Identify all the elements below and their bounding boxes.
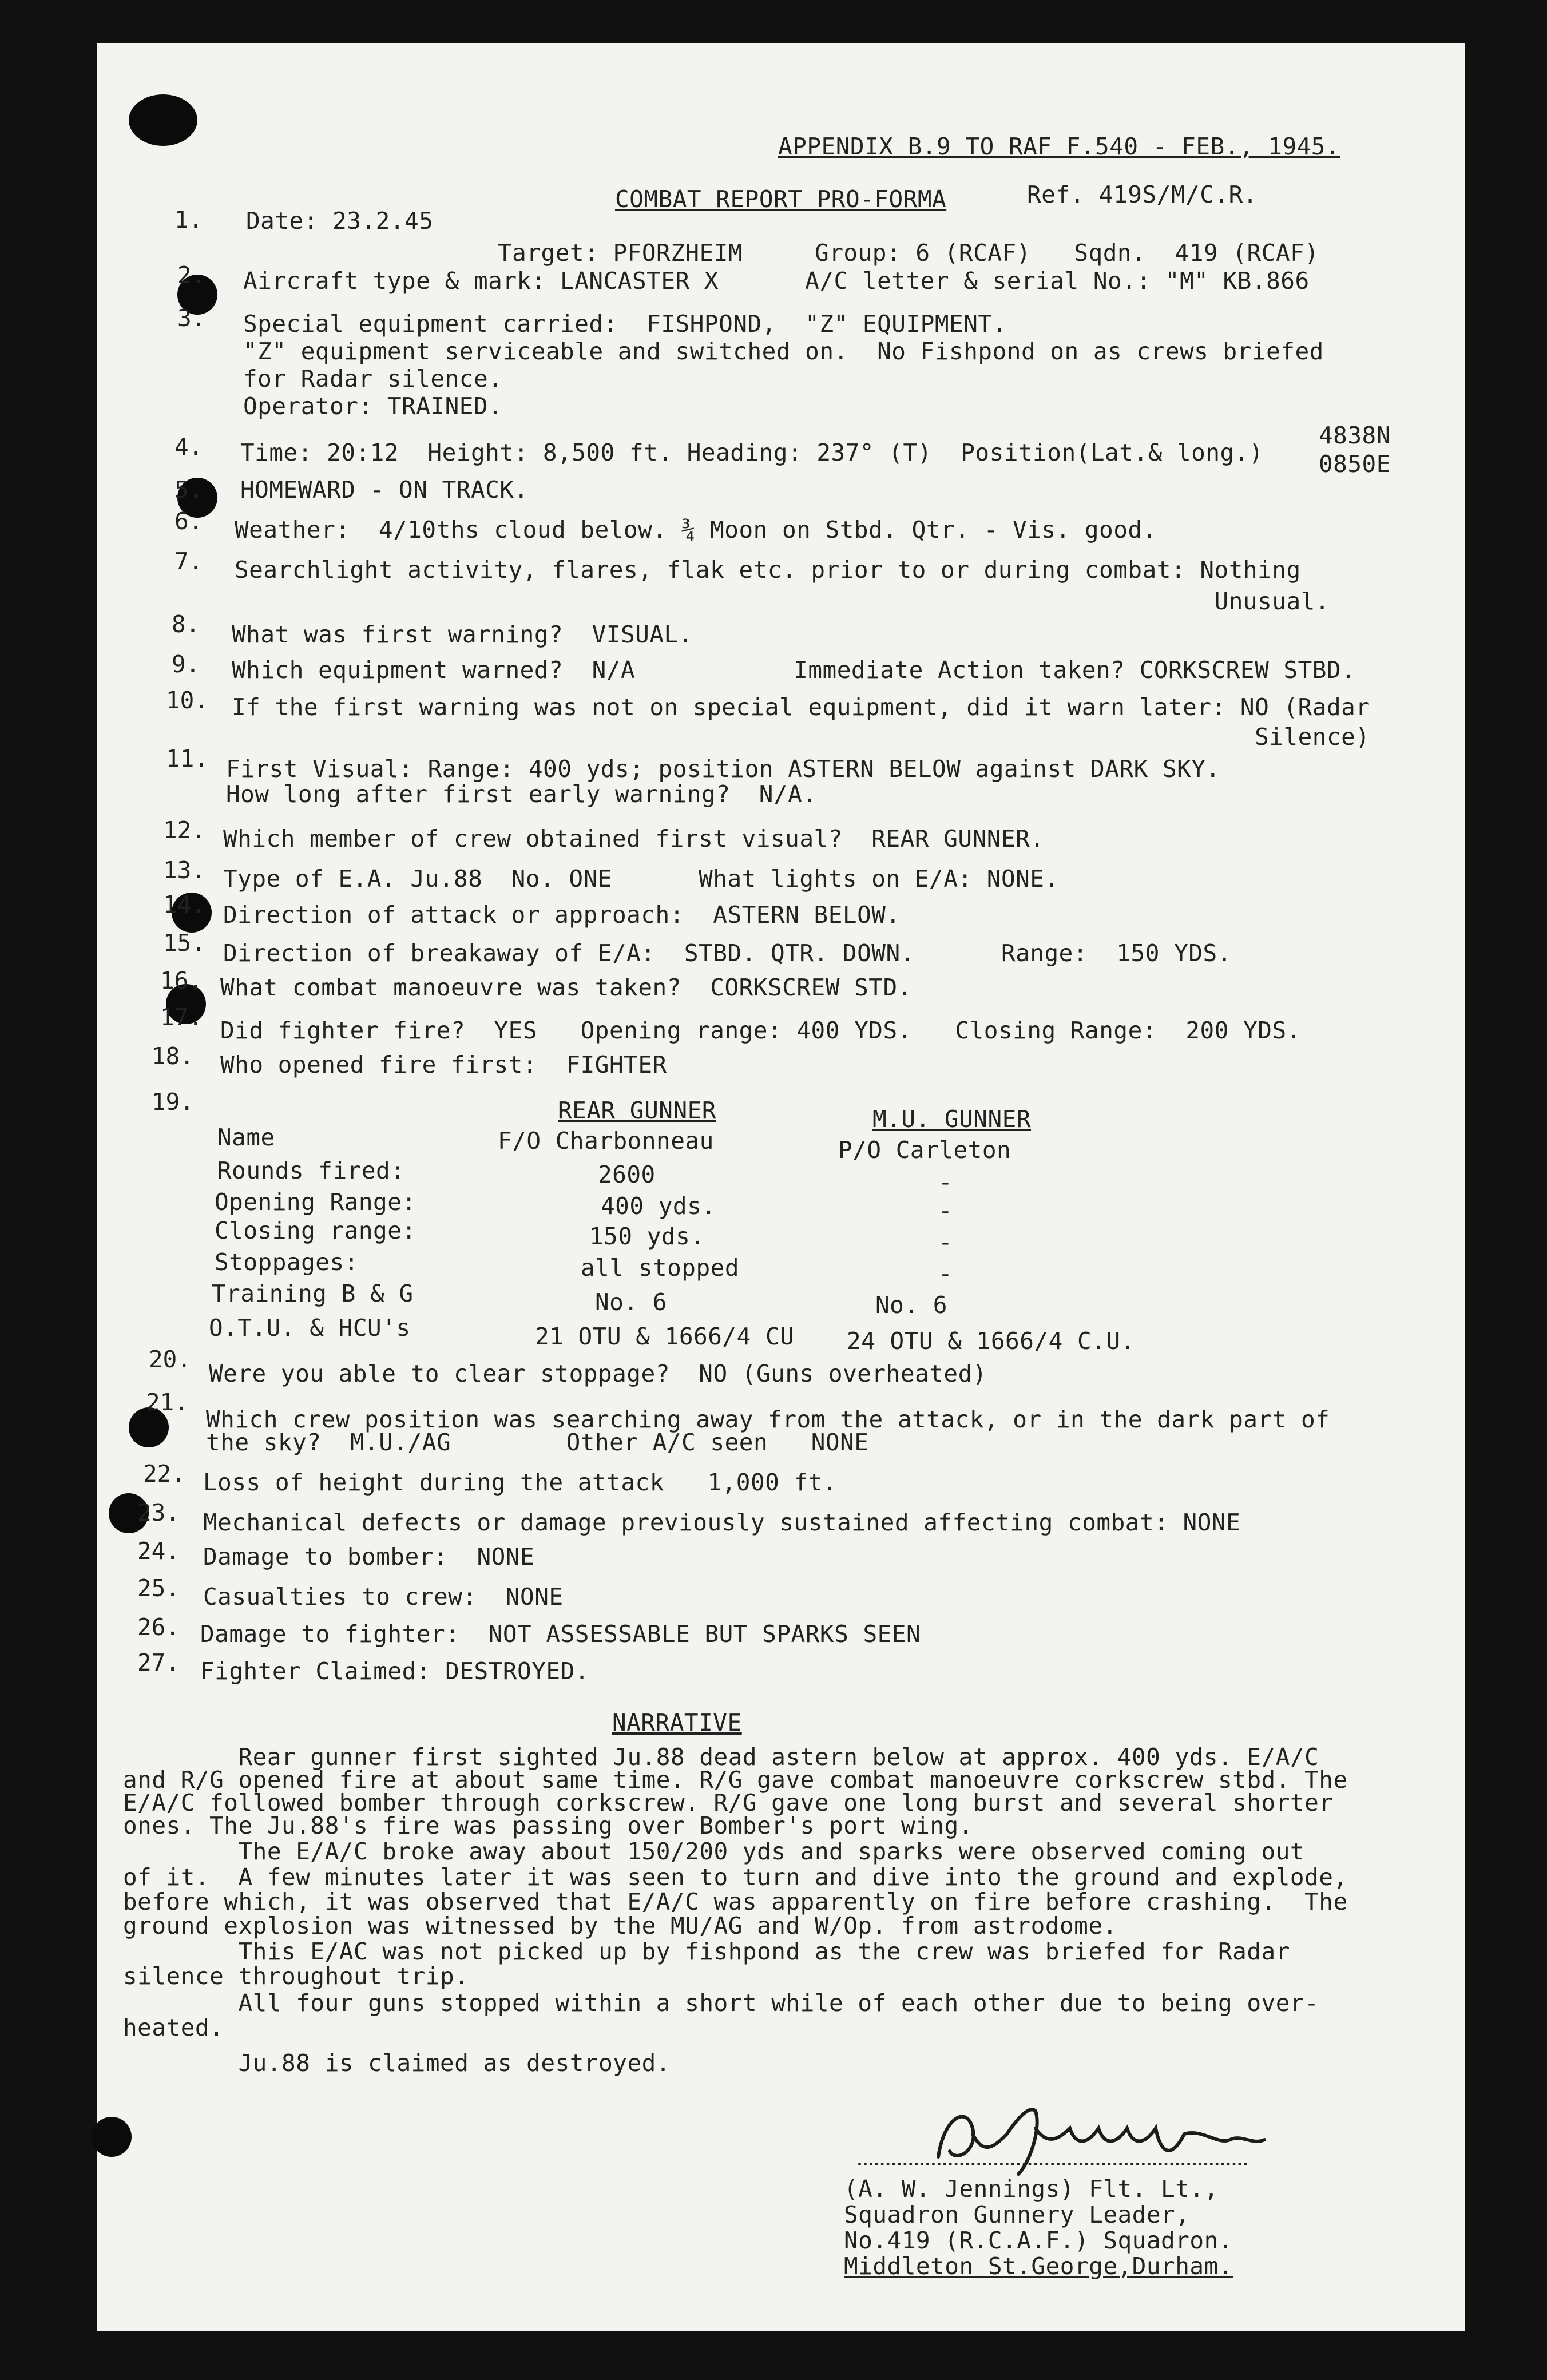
position-lat: 4838N [1319, 422, 1391, 449]
item-number: 23. [137, 1499, 180, 1526]
mu-gunner-header: M.U. GUNNER [872, 1105, 1032, 1133]
item-number: 12. [163, 816, 206, 844]
item-number: 10. [166, 687, 209, 714]
item-number: 16. [160, 967, 203, 994]
punch-hole [92, 2117, 132, 2157]
handwritten-signature [933, 2094, 1287, 2180]
item-text: Loss of height during the attack 1,000 ft. [203, 1469, 838, 1496]
item-text: Were you able to clear stoppage? NO (Guns overheated) [209, 1360, 987, 1387]
narrative-line: This E/AC was not picked up by fishpond as the crew was briefed for Radar [123, 1938, 1290, 1965]
item-text: What was first warning? VISUAL. [232, 621, 693, 648]
item-text: How long after first early warning? N/A. [226, 780, 817, 808]
item-text: the sky? M.U./AG Other A/C seen NONE [206, 1429, 869, 1456]
mu-gunner-value: - [938, 1197, 953, 1224]
narrative-line: E/A/C followed bomber through corkscrew. R/G gave one long burst and several shorter [123, 1789, 1334, 1816]
item-text: Which member of crew obtained first visual? REAR GUNNER. [223, 825, 1045, 852]
narrative-line: The E/A/C broke away about 150/200 yds and sparks were observed coming out [123, 1838, 1305, 1865]
signatory-line: (A. W. Jennings) Flt. Lt., [844, 2175, 1219, 2203]
appendix-reference: APPENDIX B.9 TO RAF F.540 - FEB., 1945. [778, 133, 1340, 160]
item-number: 14. [163, 891, 206, 918]
item-text: First Visual: Range: 400 yds; position ASTERN BELOW against DARK SKY. [226, 755, 1220, 783]
item-number: 26. [137, 1613, 180, 1641]
mu-gunner-value: - [938, 1168, 953, 1196]
item-text: Damage to fighter: NOT ASSESSABLE BUT SPARKS SEEN [200, 1620, 921, 1648]
item-number: 24. [137, 1537, 180, 1565]
signatory-line: No.419 (R.C.A.F.) Squadron. [844, 2227, 1233, 2254]
item-text: Who opened fire first: FIGHTER [220, 1051, 667, 1078]
signature-line [858, 2163, 1247, 2165]
item-text: Direction of attack or approach: ASTERN BELOW. [223, 901, 901, 929]
mu-gunner-value: No. 6 [875, 1291, 947, 1319]
item-text: Fighter Claimed: DESTROYED. [200, 1657, 589, 1685]
punch-hole [129, 94, 197, 146]
rear-gunner-value: F/O Charbonneau [498, 1127, 714, 1155]
item-text: What combat manoeuvre was taken? CORKSCREW STD. [220, 974, 912, 1001]
signatory-line: Squadron Gunnery Leader, [844, 2201, 1190, 2228]
item-text: Aircraft type & mark: LANCASTER X A/C letter & serial No.: "M" KB.866 [243, 267, 1310, 295]
position-long: 0850E [1319, 450, 1391, 478]
item-number: 22. [143, 1460, 186, 1488]
item-text: Unusual. [235, 588, 1330, 615]
item-number: 25. [137, 1574, 180, 1602]
narrative-line: heated. [123, 2014, 224, 2041]
item-number: 5. [174, 476, 203, 503]
item-number: 2. [177, 261, 206, 289]
narrative-heading: NARRATIVE [612, 1709, 742, 1736]
gunner-row-label: Opening Range: [215, 1188, 416, 1216]
mu-gunner-value: - [938, 1228, 953, 1256]
reference-number: Ref. 419S/M/C.R. [1027, 181, 1258, 208]
item-text: Time: 20:12 Height: 8,500 ft. Heading: 237° (T) Position(Lat.& long.) [240, 439, 1264, 466]
item-text: Date: 23.2.45 [246, 207, 434, 235]
item-text: HOMEWARD - ON TRACK. [240, 476, 529, 503]
rear-gunner-value: 21 OTU & 1666/4 CU [535, 1323, 795, 1350]
item-number: 13. [163, 856, 206, 884]
item-number: 21. [146, 1389, 189, 1416]
narrative-line: Ju.88 is claimed as destroyed. [123, 2049, 671, 2077]
narrative-line: silence throughout trip. [123, 1962, 469, 1990]
signatory-line: Middleton St.George,Durham. [844, 2252, 1233, 2280]
narrative-line: ground explosion was witnessed by the MU/AG and W/Op. from astrodome. [123, 1912, 1117, 1939]
item-number: 9. [172, 650, 200, 678]
narrative-line: and R/G opened fire at about same time. R/G gave combat manoeuvre corkscrew stbd. The [123, 1766, 1348, 1794]
gunner-row-label: O.T.U. & HCU's [209, 1314, 411, 1342]
item-text: Damage to bomber: NONE [203, 1543, 535, 1570]
item-number: 27. [137, 1649, 180, 1676]
item-number: 6. [174, 507, 203, 535]
rear-gunner-header: REAR GUNNER [558, 1097, 717, 1124]
rear-gunner-value: 400 yds. [601, 1192, 716, 1220]
item-number: 8. [172, 610, 200, 638]
narrative-line: Rear gunner first sighted Ju.88 dead astern below at approx. 400 yds. E/A/C [123, 1743, 1319, 1771]
rear-gunner-value: 2600 [598, 1161, 656, 1188]
item-text: If the first warning was not on special equipment, did it warn later: NO (Radar [232, 693, 1370, 721]
item-text: Special equipment carried: FISHPOND, "Z" EQUIPMENT. [243, 310, 1007, 338]
item-text: "Z" equipment serviceable and switched on. No Fishpond on as crews briefed [243, 338, 1324, 365]
gunner-row-label: Training B & G [212, 1280, 414, 1307]
item-number: 19. [152, 1088, 195, 1116]
item-text: Silence) [232, 723, 1370, 751]
gunner-row-label: Name [217, 1124, 275, 1151]
target-line: Target: PFORZHEIM Group: 6 (RCAF) Sqdn. 419 (RCAF) [498, 239, 1319, 267]
rear-gunner-value: all stopped [581, 1254, 740, 1282]
gunner-row-label: Closing range: [215, 1217, 416, 1244]
item-text: Mechanical defects or damage previously sustained affecting combat: NONE [203, 1509, 1241, 1536]
item-text: Type of E.A. Ju.88 No. ONE What lights on E/A: NONE. [223, 865, 1059, 892]
item-text: Weather: 4/10ths cloud below. ¾ Moon on Stbd. Qtr. - Vis. good. [235, 516, 1157, 544]
item-text: Searchlight activity, flares, flak etc. prior to or during combat: Nothing [235, 556, 1301, 584]
item-number: 20. [149, 1346, 192, 1373]
rear-gunner-value: 150 yds. [589, 1223, 705, 1250]
mu-gunner-value: P/O Carleton [838, 1136, 1011, 1164]
item-number: 1. [174, 206, 203, 233]
item-number: 4. [174, 433, 203, 461]
document-title: COMBAT REPORT PRO-FORMA [615, 185, 947, 213]
item-text: Did fighter fire? YES Opening range: 400 YDS. Closing Range: 200 YDS. [220, 1017, 1301, 1044]
item-number: 11. [166, 745, 209, 772]
narrative-line: All four guns stopped within a short while of each other due to being over- [123, 1989, 1319, 2017]
gunner-row-label: Rounds fired: [217, 1157, 405, 1184]
rear-gunner-value: No. 6 [595, 1288, 667, 1316]
item-text: Casualties to crew: NONE [203, 1583, 564, 1611]
narrative-line: of it. A few minutes later it was seen to turn and dive into the ground and explode, [123, 1863, 1348, 1891]
narrative-line: before which, it was observed that E/A/C was apparently on fire before crashing. The [123, 1888, 1348, 1915]
item-number: 7. [174, 548, 203, 575]
gunner-row-label: Stoppages: [215, 1248, 359, 1276]
item-text: Direction of breakaway of E/A: STBD. QTR. DOWN. Range: 150 YDS. [223, 939, 1232, 967]
item-number: 15. [163, 929, 206, 957]
item-text: Which equipment warned? N/A Immediate Action taken? CORKSCREW STBD. [232, 656, 1356, 684]
item-number: 18. [152, 1042, 195, 1070]
item-text: Which crew position was searching away from the attack, or in the dark part of [206, 1406, 1330, 1433]
item-text: Operator: TRAINED. [243, 392, 503, 420]
mu-gunner-value: - [938, 1260, 953, 1287]
item-number: 3. [177, 304, 206, 332]
item-number: 17. [160, 1003, 203, 1031]
narrative-line: ones. The Ju.88's fire was passing over Bomber's port wing. [123, 1812, 973, 1839]
mu-gunner-value: 24 OTU & 1666/4 C.U. [847, 1327, 1135, 1355]
item-text: for Radar silence. [243, 365, 503, 392]
